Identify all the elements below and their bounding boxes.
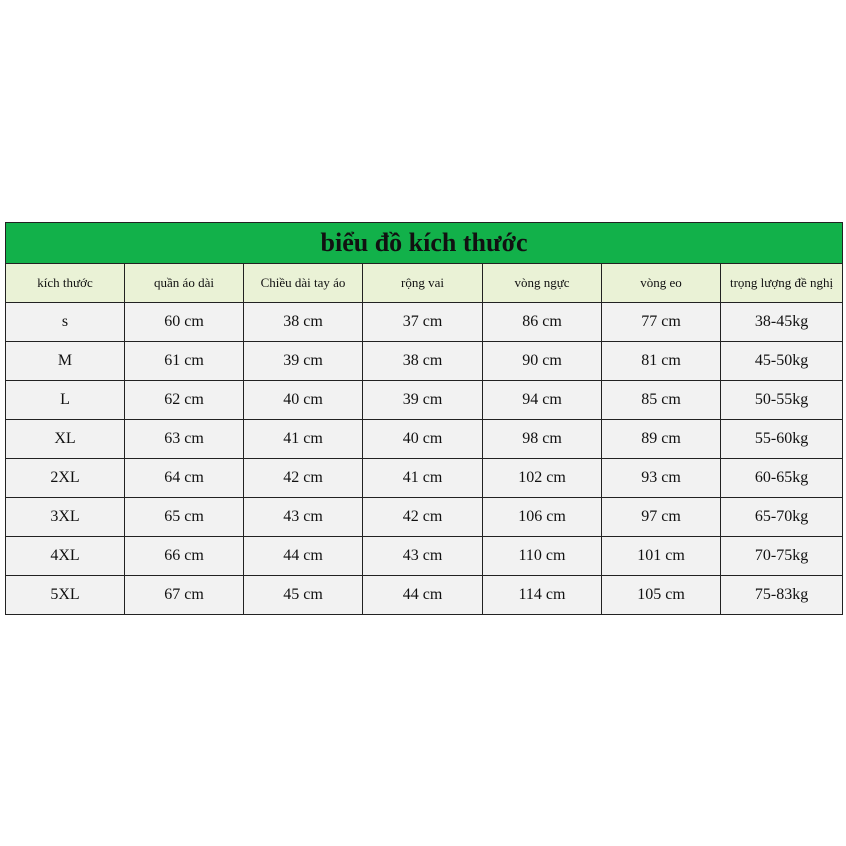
cell-length: 65 cm bbox=[125, 498, 244, 537]
header-sleeve-length: Chiều dài tay áo bbox=[244, 264, 363, 303]
title-row bbox=[6, 223, 843, 264]
cell-sleeve-length: 42 cm bbox=[244, 459, 363, 498]
cell-recommended-weight: 55-60kg bbox=[721, 420, 843, 459]
cell-chest: 114 cm bbox=[483, 576, 602, 615]
table-row bbox=[6, 459, 843, 498]
cell-length: 62 cm bbox=[125, 381, 244, 420]
cell-length: 61 cm bbox=[125, 342, 244, 381]
table-row bbox=[6, 576, 843, 615]
cell-shoulder-width: 39 cm bbox=[363, 381, 483, 420]
header-size: kích thước bbox=[6, 264, 125, 303]
cell-chest: 98 cm bbox=[483, 420, 602, 459]
cell-sleeve-length: 45 cm bbox=[244, 576, 363, 615]
cell-length: 66 cm bbox=[125, 537, 244, 576]
cell-sleeve-length: 44 cm bbox=[244, 537, 363, 576]
header-row bbox=[6, 264, 843, 303]
cell-chest: 110 cm bbox=[483, 537, 602, 576]
cell-size: 3XL bbox=[6, 498, 125, 537]
table-row bbox=[6, 381, 843, 420]
size-chart-table bbox=[5, 222, 843, 615]
cell-waist: 101 cm bbox=[602, 537, 721, 576]
cell-chest: 102 cm bbox=[483, 459, 602, 498]
cell-chest: 106 cm bbox=[483, 498, 602, 537]
cell-length: 64 cm bbox=[125, 459, 244, 498]
cell-recommended-weight: 60-65kg bbox=[721, 459, 843, 498]
cell-waist: 89 cm bbox=[602, 420, 721, 459]
cell-recommended-weight: 75-83kg bbox=[721, 576, 843, 615]
cell-recommended-weight: 70-75kg bbox=[721, 537, 843, 576]
cell-shoulder-width: 43 cm bbox=[363, 537, 483, 576]
cell-waist: 105 cm bbox=[602, 576, 721, 615]
cell-size: 5XL bbox=[6, 576, 125, 615]
cell-shoulder-width: 41 cm bbox=[363, 459, 483, 498]
cell-recommended-weight: 65-70kg bbox=[721, 498, 843, 537]
cell-sleeve-length: 41 cm bbox=[244, 420, 363, 459]
cell-length: 67 cm bbox=[125, 576, 244, 615]
table-row bbox=[6, 537, 843, 576]
cell-size: XL bbox=[6, 420, 125, 459]
cell-recommended-weight: 38-45kg bbox=[721, 303, 843, 342]
table-row bbox=[6, 498, 843, 537]
cell-waist: 85 cm bbox=[602, 381, 721, 420]
header-length: quần áo dài bbox=[125, 264, 244, 303]
header-recommended-weight: trọng lượng đề nghị bbox=[721, 264, 843, 303]
cell-size: s bbox=[6, 303, 125, 342]
cell-sleeve-length: 40 cm bbox=[244, 381, 363, 420]
cell-size: 2XL bbox=[6, 459, 125, 498]
header-waist: vòng eo bbox=[602, 264, 721, 303]
cell-length: 63 cm bbox=[125, 420, 244, 459]
cell-waist: 77 cm bbox=[602, 303, 721, 342]
cell-waist: 97 cm bbox=[602, 498, 721, 537]
cell-size: L bbox=[6, 381, 125, 420]
cell-recommended-weight: 45-50kg bbox=[721, 342, 843, 381]
table-row bbox=[6, 342, 843, 381]
cell-sleeve-length: 43 cm bbox=[244, 498, 363, 537]
cell-shoulder-width: 40 cm bbox=[363, 420, 483, 459]
cell-sleeve-length: 39 cm bbox=[244, 342, 363, 381]
cell-size: 4XL bbox=[6, 537, 125, 576]
table-title: biểu đồ kích thước bbox=[6, 223, 843, 264]
cell-chest: 94 cm bbox=[483, 381, 602, 420]
cell-shoulder-width: 38 cm bbox=[363, 342, 483, 381]
cell-waist: 93 cm bbox=[602, 459, 721, 498]
cell-sleeve-length: 38 cm bbox=[244, 303, 363, 342]
table-row bbox=[6, 420, 843, 459]
header-shoulder-width: rộng vai bbox=[363, 264, 483, 303]
cell-shoulder-width: 42 cm bbox=[363, 498, 483, 537]
cell-shoulder-width: 44 cm bbox=[363, 576, 483, 615]
cell-recommended-weight: 50-55kg bbox=[721, 381, 843, 420]
header-chest: vòng ngực bbox=[483, 264, 602, 303]
table-row bbox=[6, 303, 843, 342]
cell-size: M bbox=[6, 342, 125, 381]
cell-shoulder-width: 37 cm bbox=[363, 303, 483, 342]
cell-chest: 86 cm bbox=[483, 303, 602, 342]
cell-chest: 90 cm bbox=[483, 342, 602, 381]
cell-length: 60 cm bbox=[125, 303, 244, 342]
cell-waist: 81 cm bbox=[602, 342, 721, 381]
table-body bbox=[6, 303, 843, 615]
